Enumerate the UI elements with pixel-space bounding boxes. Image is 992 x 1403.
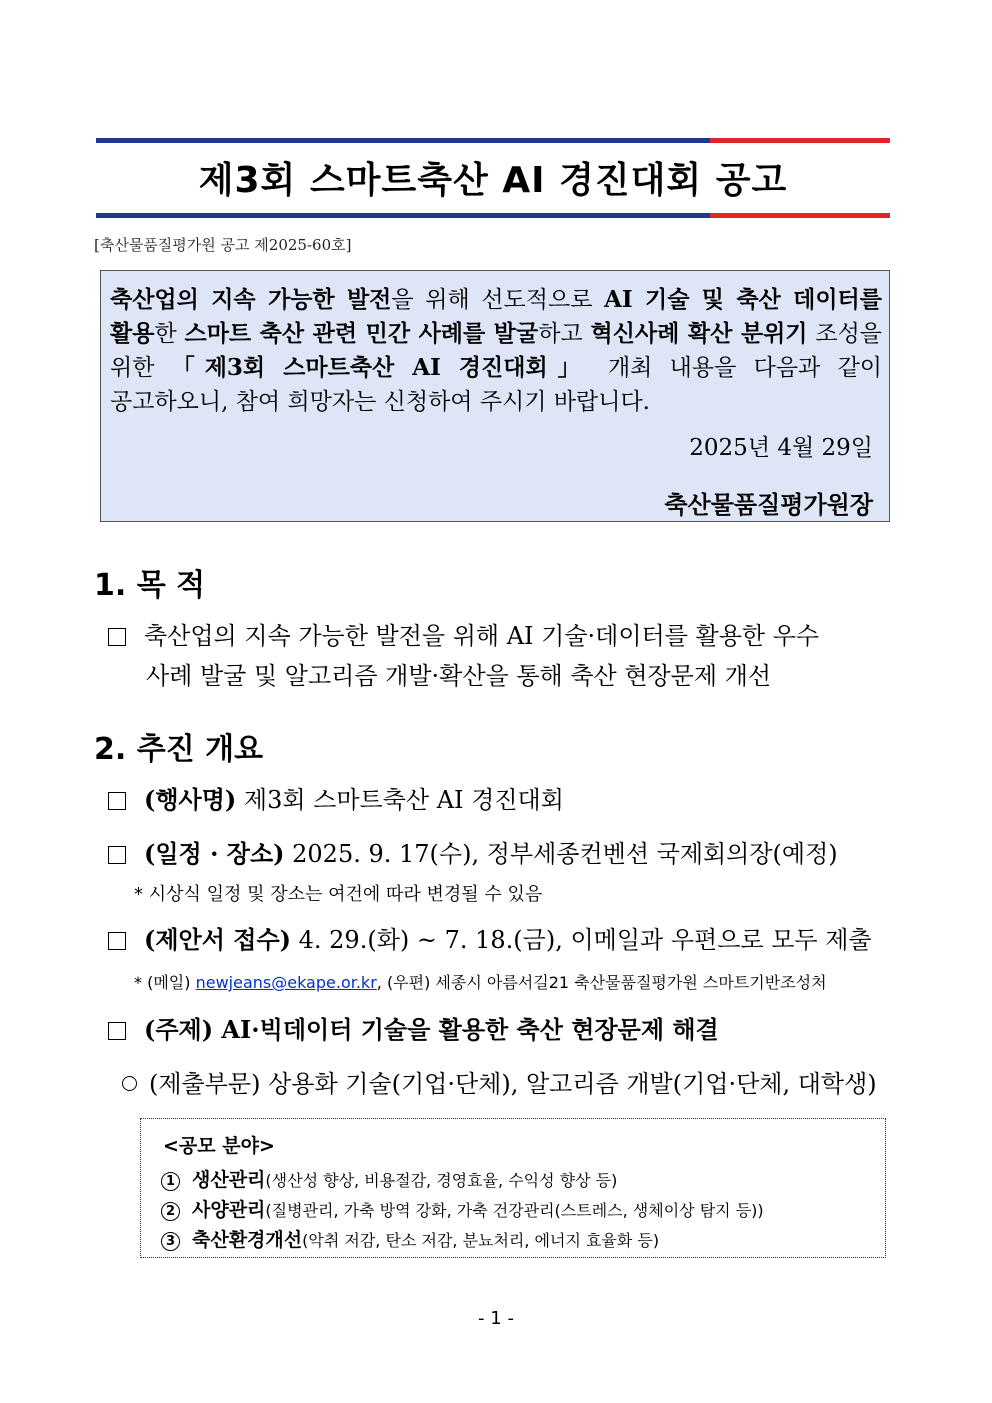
- intro-box: [100, 270, 890, 522]
- page-title: 제3회 스마트축산 AI 경진대회 공고: [198, 160, 788, 201]
- circle-bullet-icon: [122, 1076, 137, 1091]
- section1-heading: 1. 목 적: [94, 568, 206, 603]
- purpose-line1: 축산업의 지속 가능한 발전을 위해 AI 기술·데이터를 활용한 우수: [108, 616, 819, 656]
- field-item: 3 축산환경개선(악취 저감, 탄소 저감, 분뇨처리, 에너지 효율화 등): [161, 1225, 659, 1252]
- page-number: - 1 -: [478, 1308, 514, 1329]
- event-name-item: (행사명) 제3회 스마트축산 AI 경진대회: [108, 780, 564, 820]
- fields-box: [140, 1118, 886, 1258]
- intro-text: 축산업의 지속 가능한 발전을 위해 선도적으로 AI 기술 및 축산 데이터를 활용한 스마트 축산 관련 민간 사례를 발굴하고 혁신사례 확산 분위기 조성을 위한 「제3회 스마트축산 AI 경진대회」 개최 내용을 다음과 같이 공고하오니, 참여 희망자는 신청하여 주시기 바랍니다.: [110, 286, 883, 415]
- purpose-line2: 사례 발굴 및 알고리즘 개발·확산을 통해 축산 현장문제 개선: [146, 662, 772, 690]
- email-link[interactable]: newjeans@ekape.or.kr: [195, 973, 377, 992]
- checkbox-icon: [108, 792, 126, 810]
- checkbox-icon: [108, 628, 126, 646]
- bottom-rule: [96, 213, 890, 218]
- checkbox-icon: [108, 1022, 126, 1040]
- category-item: (제출부문) 상용화 기술(기업·단체), 알고리즘 개발(기업·단체, 대학생): [122, 1064, 877, 1104]
- field-item: 2 사양관리(질병관리, 가축 방역 강화, 가축 건강관리(스트레스, 생체이상 탐지 등)): [161, 1195, 764, 1222]
- fields-heading: <공모 분야>: [163, 1135, 275, 1157]
- section2-heading: 2. 추진 개요: [94, 732, 264, 767]
- notice-signer: 축산물품질평가원장: [664, 490, 873, 519]
- submission-item: (제안서 접수) 4. 29.(화) ~ 7. 18.(금), 이메일과 우편으로 모두 제출: [108, 920, 872, 960]
- top-rule: [96, 138, 890, 143]
- topic-item: (주제) AI·빅데이터 기술을 활용한 축산 현장문제 해결: [108, 1010, 719, 1050]
- checkbox-icon: [108, 846, 126, 864]
- checkbox-icon: [108, 932, 126, 950]
- submission-note: * (메일) newjeans@ekape.or.kr, (우편) 세종시 아름서길21 축산물품질평가원 스마트기반조성처: [134, 973, 827, 992]
- schedule-item: (일정 · 장소) 2025. 9. 17(수), 정부세종컨벤션 국제회의장(예정): [108, 834, 838, 874]
- schedule-note: * 시상식 일정 및 장소는 여건에 따라 변경될 수 있음: [134, 884, 543, 905]
- field-item: 1 생산관리(생산성 향상, 비용절감, 경영효율, 수익성 향상 등): [161, 1165, 617, 1192]
- notice-date: 2025년 4월 29일: [689, 435, 873, 461]
- notice-number: [축산물품질평가원 공고 제2025-60호]: [94, 236, 352, 254]
